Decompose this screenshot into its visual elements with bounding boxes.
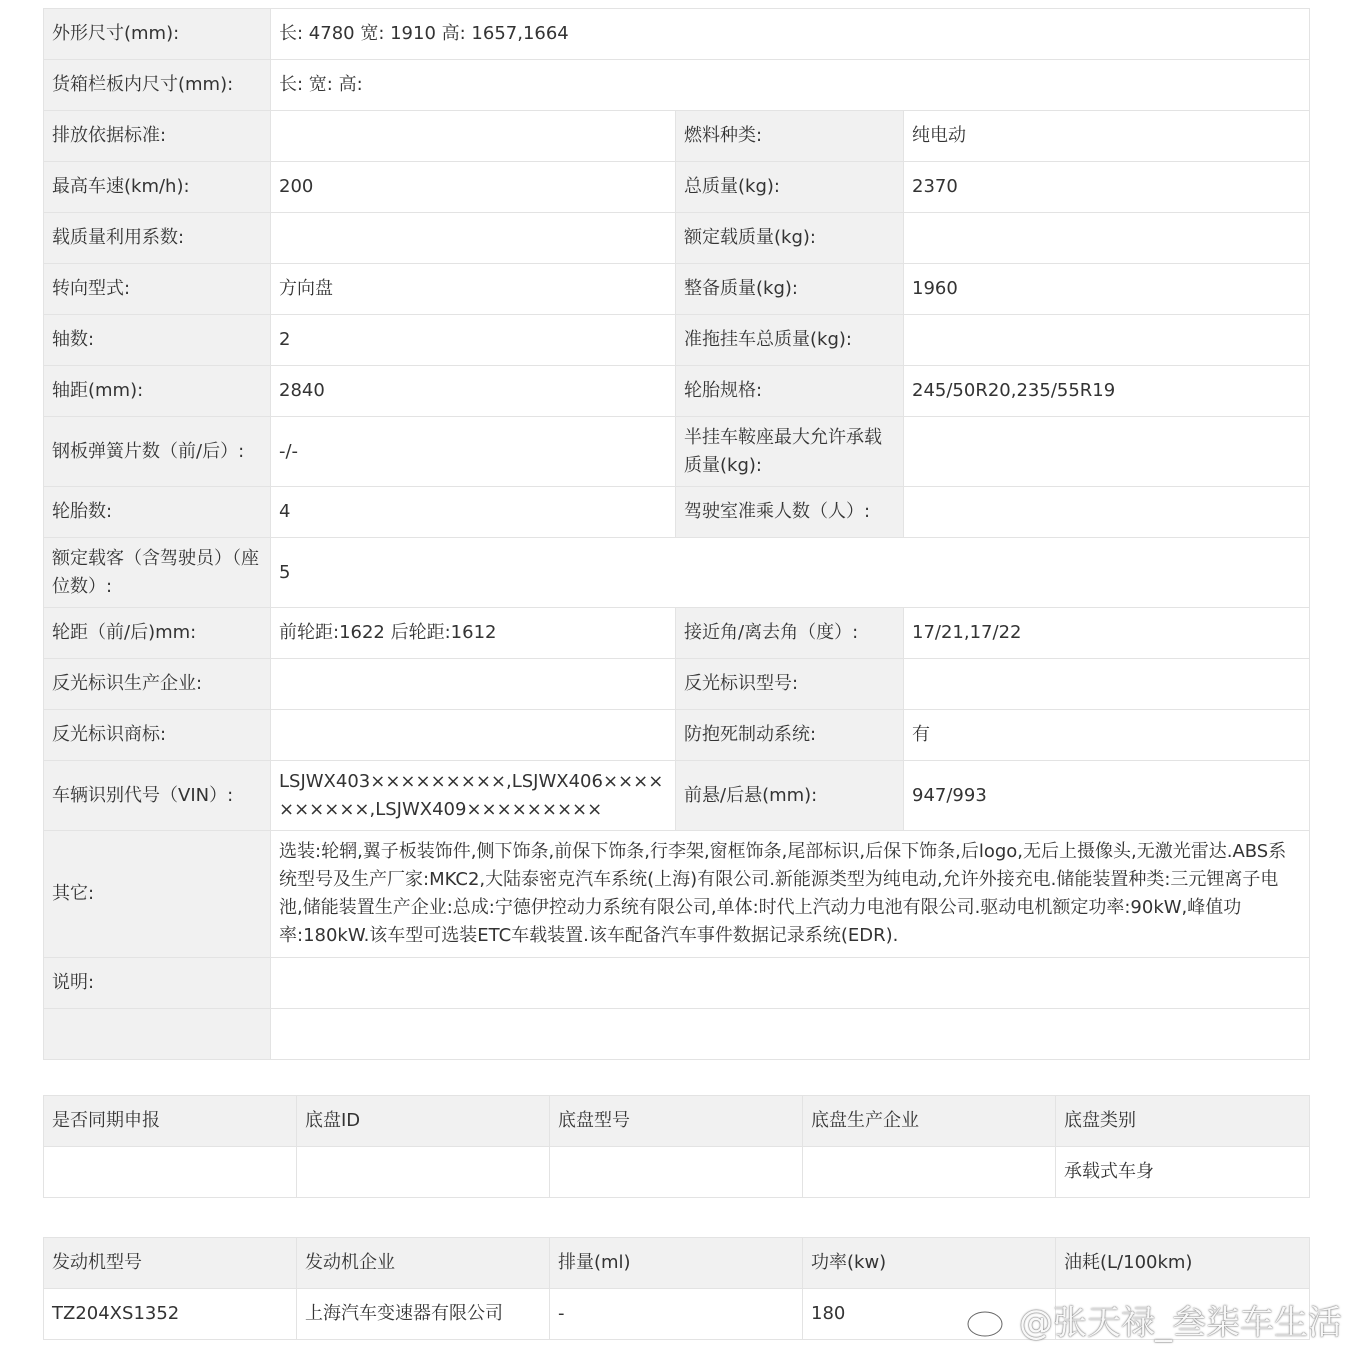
trailer-mass-value — [904, 315, 1310, 366]
track-value: 前轮距:1622 后轮距:1612 — [271, 608, 676, 659]
row-cargo-box — [44, 60, 1310, 111]
note-value — [271, 958, 1310, 1009]
reflector-maker-label: 反光标识生产企业: — [44, 659, 271, 710]
reflector-maker-value — [271, 659, 676, 710]
passengers-label: 额定载客（含驾驶员）（座位数）: — [44, 538, 271, 608]
cargo-box-label: 货箱栏板内尺寸(mm): — [44, 60, 271, 111]
chassis-header-cell: 底盘ID — [297, 1096, 550, 1147]
vin-label: 车辆识别代号（VIN）: — [44, 761, 271, 831]
angle-value: 17/21,17/22 — [904, 608, 1310, 659]
total-mass-value: 2370 — [904, 162, 1310, 213]
row-wheelbase — [44, 366, 1310, 417]
row-leaf-spring — [44, 417, 1310, 487]
tire-spec-value: 245/50R20,235/55R19 — [904, 366, 1310, 417]
row-note — [44, 958, 1310, 1009]
chassis-header-row — [44, 1096, 1310, 1147]
tire-count-value: 4 — [271, 487, 676, 538]
wheelbase-label: 轴距(mm): — [44, 366, 271, 417]
row-speed — [44, 162, 1310, 213]
watermark — [965, 1295, 1342, 1344]
wheelbase-value: 2840 — [271, 366, 676, 417]
trailer-mass-label: 准拖挂车总质量(kg): — [676, 315, 904, 366]
curb-mass-value: 1960 — [904, 264, 1310, 315]
other-value: 选装:轮辋,翼子板装饰件,侧下饰条,前保下饰条,行李架,窗框饰条,尾部标识,后保下饰条,后logo,无后上摄像头,无激光雷达.ABS系统型号及生产厂家:MKC2,大陆泰密克汽车系统(上海)有限公司.新能源类型为纯电动,允许外接充电.储能装置种类:三元锂离子电池,储能装置生产企业:总成:宁德伊控动力系统有限公司,单体:时代上汽动力电池有限公司.驱动电机额定功率:90kW,峰值功率:180kW.该车型可选装ETC车载装置.该车配备汽车事件数据记录系统(EDR). — [271, 831, 1310, 958]
row-load — [44, 213, 1310, 264]
load-util-label: 载质量利用系数: — [44, 213, 271, 264]
dimensions-value: 长: 4780 宽: 1910 高: 1657,1664 — [271, 9, 1310, 60]
leaf-spring-label: 钢板弹簧片数（前/后）: — [44, 417, 271, 487]
max-speed-label: 最高车速(km/h): — [44, 162, 271, 213]
dimensions-label: 外形尺寸(mm): — [44, 9, 271, 60]
chassis-table — [43, 1095, 1310, 1198]
reflector-brand-value — [271, 710, 676, 761]
max-speed-value: 200 — [271, 162, 676, 213]
reflector-model-value — [904, 659, 1310, 710]
saddle-value — [904, 417, 1310, 487]
chassis-header-cell: 底盘类别 — [1056, 1096, 1310, 1147]
steering-label: 转向型式: — [44, 264, 271, 315]
emission-std-label: 排放依据标准: — [44, 111, 271, 162]
chassis-header-cell: 底盘生产企业 — [803, 1096, 1056, 1147]
fuel-type-value: 纯电动 — [904, 111, 1310, 162]
row-track — [44, 608, 1310, 659]
chassis-data-row — [44, 1147, 1310, 1198]
overhang-label: 前悬/后悬(mm): — [676, 761, 904, 831]
spec-table — [43, 8, 1310, 1060]
fuel-type-label: 燃料种类: — [676, 111, 904, 162]
leaf-spring-value: -/- — [271, 417, 676, 487]
row-other — [44, 831, 1310, 958]
axles-label: 轴数: — [44, 315, 271, 366]
overhang-value: 947/993 — [904, 761, 1310, 831]
chassis-cell — [297, 1147, 550, 1198]
row-dimensions — [44, 9, 1310, 60]
row-reflector-maker — [44, 659, 1310, 710]
rated-load-label: 额定载质量(kg): — [676, 213, 904, 264]
chassis-header-cell: 是否同期申报 — [44, 1096, 297, 1147]
row-passengers — [44, 538, 1310, 608]
engine-header-cell: 发动机型号 — [44, 1238, 297, 1289]
chassis-cell: 承载式车身 — [1056, 1147, 1310, 1198]
empty-label — [44, 1009, 271, 1060]
saddle-label: 半挂车鞍座最大允许承载质量(kg): — [676, 417, 904, 487]
reflector-model-label: 反光标识型号: — [676, 659, 904, 710]
track-label: 轮距（前/后)mm: — [44, 608, 271, 659]
cab-seats-value — [904, 487, 1310, 538]
emission-std-value — [271, 111, 676, 162]
note-label: 说明: — [44, 958, 271, 1009]
abs-label: 防抱死制动系统: — [676, 710, 904, 761]
axles-value: 2 — [271, 315, 676, 366]
engine-header-cell: 油耗(L/100km) — [1056, 1238, 1310, 1289]
watermark-text: @张天禄_叁柒车生活 — [1019, 1303, 1342, 1343]
chassis-cell — [44, 1147, 297, 1198]
cab-seats-label: 驾驶室准乘人数（人）: — [676, 487, 904, 538]
cargo-box-value: 长: 宽: 高: — [271, 60, 1310, 111]
row-reflector-brand — [44, 710, 1310, 761]
row-empty — [44, 1009, 1310, 1060]
row-axles — [44, 315, 1310, 366]
engine-cell: - — [550, 1289, 803, 1340]
engine-cell: TZ204XS1352 — [44, 1289, 297, 1340]
other-label: 其它: — [44, 831, 271, 958]
passengers-value: 5 — [271, 538, 1310, 608]
reflector-brand-label: 反光标识商标: — [44, 710, 271, 761]
steering-value: 方向盘 — [271, 264, 676, 315]
chassis-cell — [803, 1147, 1056, 1198]
row-emission — [44, 111, 1310, 162]
angle-label: 接近角/离去角（度）: — [676, 608, 904, 659]
empty-value — [271, 1009, 1310, 1060]
load-util-value — [271, 213, 676, 264]
engine-header-cell: 排量(ml) — [550, 1238, 803, 1289]
abs-value: 有 — [904, 710, 1310, 761]
engine-header-cell: 发动机企业 — [297, 1238, 550, 1289]
weibo-icon — [965, 1300, 1015, 1340]
engine-cell: 上海汽车变速器有限公司 — [297, 1289, 550, 1340]
chassis-cell — [550, 1147, 803, 1198]
total-mass-label: 总质量(kg): — [676, 162, 904, 213]
chassis-header-cell: 底盘型号 — [550, 1096, 803, 1147]
engine-header-cell: 功率(kw) — [803, 1238, 1056, 1289]
engine-cell: 180 — [803, 1289, 1056, 1340]
row-tire-count — [44, 487, 1310, 538]
engine-header-row — [44, 1238, 1310, 1289]
vin-value: LSJWX403×××××××××,LSJWX406××××××××××,LSJWX409××××××××× — [271, 761, 676, 831]
curb-mass-label: 整备质量(kg): — [676, 264, 904, 315]
row-steering — [44, 264, 1310, 315]
tire-count-label: 轮胎数: — [44, 487, 271, 538]
rated-load-value — [904, 213, 1310, 264]
tire-spec-label: 轮胎规格: — [676, 366, 904, 417]
row-vin — [44, 761, 1310, 831]
